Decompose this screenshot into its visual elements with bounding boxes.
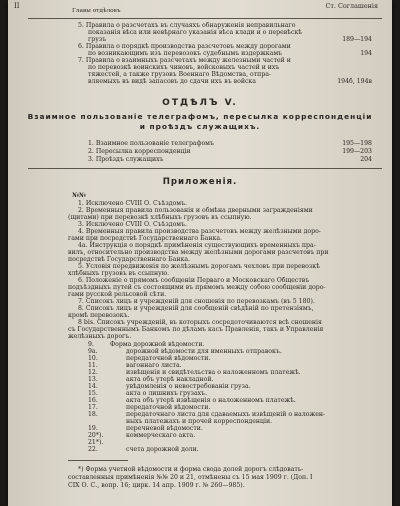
appendix-item: (щитами) при перевозкѣ хлѣбныхъ грузовъ въ ссыпную.: [68, 214, 252, 221]
form-num: 17.: [88, 404, 98, 411]
appendix-title: Приложенія.: [162, 177, 238, 187]
page-ref: 195—198: [342, 140, 372, 147]
form-text: акта объ утерѣ извѣщенія о наложенномъ платежѣ.: [126, 397, 296, 404]
appendix-item: 3. Исключено СVIII О. Съѣздомъ.: [78, 221, 188, 228]
section-label: ОТДѢЛЪ V.: [162, 98, 238, 108]
list-item: по возникающимъ изъ перевозокъ судебнымъ издержкамъ: [88, 50, 283, 57]
appendix-item: кромѣ перевозокъ.: [68, 312, 130, 319]
list-item: 3. Проѣздъ служащихъ: [88, 156, 164, 163]
footnote-rule: [68, 460, 128, 461]
footnote-line: составленныя примѣненія №№ 20 и 21, отмѣнены съ 15 мая 1909 г. (Доп. I: [68, 474, 313, 481]
form-num: 12.: [88, 369, 98, 376]
appendix-item: гами при посредствѣ Государственнаго Банка.: [68, 235, 223, 242]
document-page: [8, 0, 392, 506]
list-item: 7. Правила о взаимныхъ разсчетахъ между железными частей и: [78, 57, 291, 64]
form-num: 22.: [88, 446, 98, 453]
page-number: II: [14, 2, 20, 10]
appendix-item: 8. Списокъ лицъ и учрежденій для сообщеній свѣдѣній по претензіямъ,: [78, 305, 314, 312]
list-item: 1. Взаимное пользованіе телеграфомъ: [88, 140, 214, 147]
form-num: 18.: [88, 411, 98, 418]
appendix-item: 2. Временныя правила пользованія и обмѣна дверными загражденіями: [78, 207, 313, 214]
page-ref: 199—203: [342, 148, 372, 155]
column-header-right: Ст. Соглашенія: [325, 2, 378, 10]
appendix-item: 1. Исключено СVIII О. Съѣздомъ.: [78, 200, 188, 207]
form-text: коммерческаго акта.: [126, 432, 196, 439]
form-text: передаточной вѣдомости.: [126, 404, 211, 411]
form-text: акта о лишнихъ грузахъ.: [126, 390, 208, 397]
section-title-line1: Взаимное пользованіе телеграфомъ, пересылка корреспонденціи: [27, 112, 373, 121]
appendix-item: 8 bis. Списокъ учрежденій, въ которыхъ сосредоточиваются всѣ сношенія: [78, 319, 322, 326]
appendix-item: 7. Списокъ лицъ и учрежденій для сношенія по перевозкамъ (въ 5 180).: [78, 298, 315, 305]
appendix-item: желѣзныхъ дорогъ.: [68, 333, 132, 340]
page-ref: 194: [360, 50, 372, 57]
appendix-item: вилъ, относительно производства между желѣзными дорогами разсчетовъ при: [68, 249, 329, 256]
column-header-left: Главы отдѣловъ: [72, 8, 121, 14]
page-ref: 189—194: [342, 36, 372, 43]
section-rule: [28, 168, 382, 169]
list-item: грузъ: [88, 36, 107, 43]
form-text: счета дорожной доли.: [126, 446, 199, 453]
form-text: извѣщенія и свидѣтельства о наложенномъ платежѣ.: [126, 369, 301, 376]
appendix-item: гами русской рельсовой сѣти.: [68, 291, 167, 298]
form-num: 16.: [88, 397, 98, 404]
form-num: 9.: [88, 341, 94, 348]
form-num: 9а.: [88, 348, 98, 355]
number-label: №№: [72, 192, 86, 199]
form-text: передаточной вѣдомости.: [126, 355, 211, 362]
form-num: 15.: [88, 390, 98, 397]
form-text: перечневой вѣдомости.: [126, 425, 203, 432]
list-item: показанія вѣса или невѣрнаго указанія вѣса клади и о перевѣскѣ: [88, 29, 303, 36]
appendix-item: 6. Положеніе о прямомъ сообщеніи Перваго и Московскаго Обществъ: [78, 277, 310, 284]
appendix-item: посредствѣ Государственнаго Банка.: [68, 256, 190, 263]
form-text: увѣдомленія о невостребованіи груза.: [126, 383, 251, 390]
appendix-item: 4а. Инструкція о порядкѣ примѣненія существующихъ временныхъ пра-: [78, 242, 316, 249]
form-text: вагоннаго листа.: [126, 362, 182, 369]
form-num: 19.: [88, 425, 98, 432]
appendix-item: хлѣбныхъ грузовъ въ ссыпную.: [68, 270, 170, 277]
form-num: 20*).: [88, 432, 104, 439]
page-ref: 194б, 194в: [337, 78, 372, 85]
list-item: по перевозкѣ воинскихъ чиновъ, войсковыхъ частей и ихъ: [88, 64, 280, 71]
form-text: акта объ утерѣ накладной.: [126, 376, 214, 383]
form-num: 13.: [88, 376, 98, 383]
appendix-item: съ Государственнымъ Банкомъ по дѣламъ касъ Правленія, такъ и Управленія: [68, 326, 324, 333]
form-num: 21*).: [88, 439, 104, 446]
form-num: 10.: [88, 355, 98, 362]
section-title-line2: и проѣздъ служащихъ.: [139, 122, 261, 131]
appendix-item: подъѣздныхъ путей съ состоящими въ прямомъ между собою сообщеніи доро-: [68, 284, 326, 291]
form-text: дорожной вѣдомости для именныхъ отправокъ.: [126, 348, 282, 355]
list-item: 2. Пересылка корреспонденціи: [88, 148, 191, 155]
header-rule: [28, 18, 382, 19]
page-ref: 204: [360, 156, 372, 163]
appendix-item: 4. Временныя правила производства разсчетовъ между желѣзными доро-: [78, 228, 321, 235]
form-text: Форма дорожной вѣдомости.: [110, 341, 205, 348]
list-item: тяжестей, а также грузовъ Военнаго Вѣдомства, отпра-: [88, 71, 272, 78]
form-text: передаточнаго листа для сдаваемыхъ извѣщеній о наложен-: [126, 411, 326, 418]
footnote-line: CIX О. С., вопр. 16; цирк. 14 апр. 1909 г. № 260—985).: [68, 482, 245, 489]
form-num: 11.: [88, 362, 98, 369]
list-item: 5. Правила о разсчетахъ въ случаяхъ обнаруженія неправильнаго: [78, 22, 296, 29]
appendix-item: 5. Условія передвиженія по желѣзнымъ дорогамъ чехловъ при перевозкѣ: [78, 263, 320, 270]
form-num: 14.: [88, 383, 98, 390]
list-item: 6. Правила о порядкѣ производства разсчетовъ между дорогами: [78, 43, 291, 50]
list-item: вляемыхъ въ видѣ запасовъ до сдачи ихъ въ войска: [88, 78, 256, 85]
footnote-line: *) Форма учетной вѣдомости и форма свода долей дорогъ слѣдовать-: [78, 466, 304, 473]
form-text: ныхъ платежахъ и прочей корреспонденціи.: [126, 418, 273, 425]
